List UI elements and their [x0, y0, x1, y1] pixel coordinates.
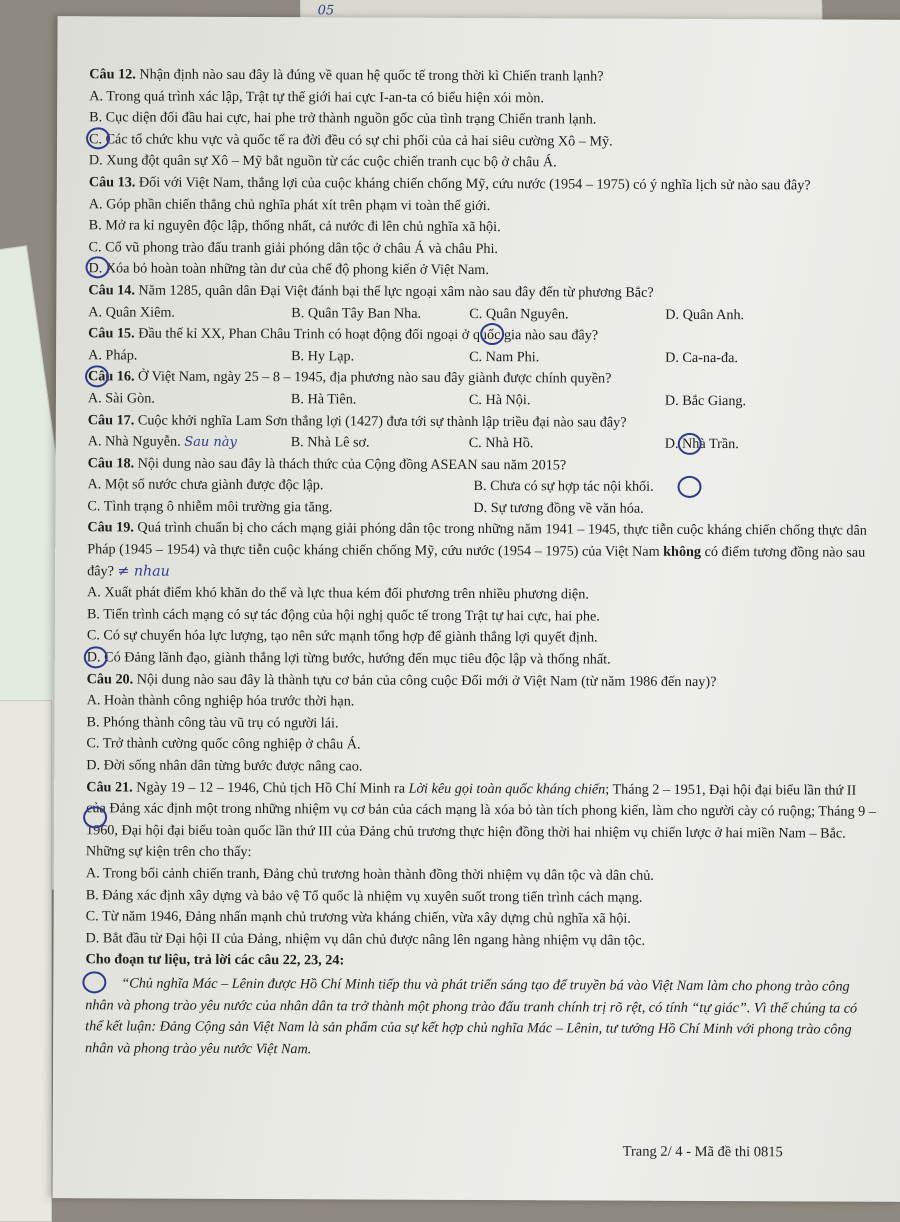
question-label: Câu 19.: [87, 519, 134, 536]
option-13d[interactable]: D. Xóa bỏ hoàn toàn những tàn dư của chế độ phong kiến ở Việt Nam.: [88, 260, 489, 279]
question-12: [89, 64, 879, 89]
question-text: Đầu thế kỉ XX, Phan Châu Trinh có hoạt động đối ngoại ở quốc gia nào sau đây?: [134, 325, 599, 344]
option-20c[interactable]: C. Trở thành cường quốc công nghiệp ở châu Á.: [86, 735, 361, 753]
option-text: A. Nhà Nguyễn.: [87, 433, 181, 450]
question-text: Đối với Việt Nam, thắng lợi của cuộc kháng chiến chống Mỹ, cứu nước (1954 – 1975) có ý nghĩa lịch sử nào sau đây?: [135, 174, 811, 194]
option-19b[interactable]: B. Tiến trình cách mạng có sự tác động của hội nghị quốc tế trong Trật tự hai cực, hai phe.: [86, 606, 600, 625]
option-17c[interactable]: C. Nhà Hồ.: [468, 435, 534, 452]
option-12a[interactable]: A. Trong quá trình xác lập, Trật tự thế giới hai cực I-an-ta có biểu hiện xói mòn.: [89, 87, 545, 106]
exam-page: [52, 3, 900, 1202]
option-18d[interactable]: D. Sự tương đồng về văn hóa.: [473, 499, 644, 517]
answer-circle-mark: [678, 433, 702, 455]
question-label: Câu 20.: [86, 670, 134, 688]
option-14b[interactable]: B. Quân Tây Ban Nha.: [291, 304, 422, 322]
question-text-end: có điểm tương đồng nào sau đây?: [87, 544, 866, 580]
option-14c[interactable]: C. Quân Nguyên.: [469, 305, 569, 322]
answer-circle-mark: [82, 971, 106, 993]
question-emphasis: không: [663, 543, 702, 561]
option-12d[interactable]: D. Xung đột quân sự Xô – Mỹ bắt nguồn từ các cuộc chiến tranh cục bộ ở châu Á.: [88, 152, 557, 171]
question-label: Câu 12.: [89, 66, 136, 83]
option-18a[interactable]: A. Một số nước chưa giành được độc lập.: [87, 476, 324, 494]
handwritten-note-q19: ≠ nhau: [117, 563, 170, 580]
handwritten-note-q17: Sau này: [184, 434, 237, 451]
question-text-cont: ; Tháng 2 – 1951, Đại hội đại biểu lần thứ II của Đảng xác định một trong những nhiệm vụ cơ bản của cách mạng là xóa bỏ tàn tích phong kiến, làm cho người cày có ruộng; Tháng 9 – 1960, Đại hội đại biểu toàn quốc lần thứ III của Đảng chủ trương thực hiện đồng thời hai nhiệm vụ chiến lược ở hai miền Nam – Bắc. Những sự kiện trên cho thấy:: [85, 781, 876, 861]
option-21b[interactable]: B. Đảng xác định xây dựng và bảo vệ Tổ quốc là nhiệm vụ xuyên suốt trong tiến trình cách mạng.: [85, 886, 643, 906]
option-18c[interactable]: C. Tình trạng ô nhiễm môi trường gia tăng.: [87, 498, 333, 516]
option-17a[interactable]: [88, 431, 291, 453]
option-15d[interactable]: D. Ca-na-đa.: [665, 349, 739, 366]
passage-quote: “Chủ nghĩa Mác – Lênin được Hồ Chí Minh tiếp thu và phát triển sáng tạo để truyền bá vào Việt Nam làm cho phong trào công nhân và phong trào yêu nước của nhân dân ta trở thành một phong trào đấu tranh chính trị rõ rệt, có tính “tự giác”. Vì thế chúng ta có thể kết luận: Đảng Cộng sản Việt Nam là sản phẩm của sự kết hợp chủ nghĩa Mác – Lênin, tư tưởng Hồ Chí Minh với phong trào công nhân và phong trào yêu nước Việt Nam.: [85, 975, 858, 1057]
option-16a[interactable]: A. Sài Gòn.: [87, 390, 155, 407]
option-16c[interactable]: C. Hà Nội.: [468, 391, 531, 409]
answer-circle-mark: [85, 365, 109, 387]
answer-circle-mark: [480, 323, 504, 345]
question-label: Câu 14.: [88, 282, 135, 299]
option-19a[interactable]: A. Xuất phát điểm khó khăn do thế và lực thua kém đối phương trên nhiều phương diện.: [87, 584, 589, 603]
options-16: [88, 388, 878, 413]
option-20b[interactable]: B. Phóng thành công tàu vũ trụ có người lái.: [86, 714, 339, 732]
passage-heading-text: Cho đoạn tư liệu, trả lời các câu 22, 23, 24:: [85, 951, 345, 969]
question-label: Câu 13.: [88, 174, 136, 191]
options-17: [88, 431, 878, 456]
option-19c[interactable]: C. Có sự chuyển hóa lực lượng, tạo nên sức mạnh tổng hợp để giành thắng lợi quyết định.: [86, 627, 598, 646]
option-16b[interactable]: B. Hà Tiên.: [290, 391, 357, 408]
option-13b[interactable]: B. Mở ra kỉ nguyên độc lập, thống nhất, cả nước đi lên chủ nghĩa xã hội.: [88, 217, 501, 236]
answer-circle-mark: [85, 256, 109, 278]
option-12c[interactable]: C. Các tổ chức khu vực và quốc tế ra đời đều có sự chi phối của cả hai siêu cường Xô – Mỹ.: [89, 131, 613, 150]
exam-content: [85, 64, 879, 1063]
option-13c[interactable]: C. Cổ vũ phong trào đấu tranh giải phóng dân tộc ở châu Á và châu Phi.: [88, 239, 499, 257]
background-paper-bottom-left: [0, 700, 52, 1222]
option-20a[interactable]: A. Hoàn thành công nghiệp hóa trước thời hạn.: [86, 692, 355, 710]
question-text: Ngày 19 – 12 – 1946, Chủ tịch Hồ Chí Minh ra: [132, 779, 409, 797]
question-italic: Lời kêu gọi toàn quốc kháng chiến: [408, 780, 606, 798]
passage-heading: [85, 950, 875, 975]
handwritten-top-mark: 05: [317, 3, 335, 19]
question-text: Năm 1285, quân dân Đại Việt đánh bại thế lực ngoại xâm nào sau đây đến từ phương Bắc?: [134, 282, 654, 301]
option-21d[interactable]: D. Bắt đầu từ Đại hội II của Đảng, nhiệm vụ dân chủ được nâng lên ngang hàng nhiệm vụ dân tộc.: [85, 930, 646, 949]
option-15c[interactable]: C. Nam Phi.: [469, 348, 540, 365]
question-label: Câu 21.: [86, 778, 133, 796]
answer-circle-mark: [677, 476, 701, 498]
question-13: [89, 172, 879, 197]
option-12b[interactable]: B. Cục diện đối đầu hai cực, hai phe trở thành nguồn gốc của tình trạng Chiến tranh lạnh.: [89, 109, 597, 128]
question-text: Cuộc khởi nghĩa Lam Sơn thắng lợi (1427) đưa tới sự thành lập triều đại nào sau đây?: [134, 411, 627, 431]
question-21: [86, 777, 876, 867]
question-label: Câu 16.: [87, 368, 135, 385]
option-14a[interactable]: A. Quân Xiêm.: [88, 303, 176, 321]
option-17d[interactable]: D. Nhà Trần.: [664, 435, 739, 453]
question-text: Nhận định nào sau đây là đúng về quan hệ quốc tế trong thời kì Chiến tranh lạnh?: [135, 66, 604, 85]
question-text: Ở Việt Nam, ngày 25 – 8 – 1945, địa phương nào sau đây giành được chính quyền?: [134, 368, 612, 387]
question-text: Nội dung nào sau đây là thành tựu cơ bản của công cuộc Đổi mới ở Việt Nam (từ năm 1986 đến nay)?: [133, 671, 717, 690]
answer-circle-mark: [84, 646, 108, 668]
option-18b[interactable]: B. Chưa có sự hợp tác nội khối.: [473, 478, 654, 496]
question-label: Câu 15.: [88, 325, 135, 342]
option-15b[interactable]: B. Hy Lạp.: [291, 347, 355, 365]
option-19d[interactable]: D. Có Đảng lãnh đạo, giành thắng lợi từng bước, hướng đến mục tiêu độc lập và thống nhất.: [86, 649, 611, 668]
option-13a[interactable]: A. Góp phần chiến thắng chủ nghĩa phát xít trên phạm vi toàn thế giới.: [88, 195, 491, 214]
option-16d[interactable]: D. Bắc Giang.: [664, 392, 747, 410]
option-20d[interactable]: D. Đời sống nhân dân từng bước được nâng cao.: [86, 757, 363, 775]
question-text: Nội dung nào sau đây là thách thức của Cộng đồng ASEAN sau năm 2015?: [134, 455, 567, 474]
option-21c[interactable]: C. Từ năm 1946, Đảng nhấn mạnh chủ trương vừa kháng chiến, vừa xây dựng chủ nghĩa xã hội.: [85, 908, 631, 927]
option-17b[interactable]: B. Nhà Lê sơ.: [290, 434, 370, 451]
question-label: Câu 18.: [87, 454, 135, 472]
answer-circle-mark: [83, 806, 107, 828]
option-15a[interactable]: A. Pháp.: [88, 347, 138, 364]
page-footer: Trang 2/ 4 - Mã đề thi 0815: [622, 1143, 783, 1161]
option-14d[interactable]: D. Quân Anh.: [665, 306, 745, 323]
option-21a[interactable]: A. Trong bối cảnh chiến tranh, Đảng chủ trương hoàn thành đồng thời nhiệm vụ dân tộc và dân chủ.: [85, 865, 654, 884]
question-label: Câu 17.: [87, 411, 135, 428]
answer-circle-mark: [86, 127, 110, 149]
question-text: Quá trình chuẩn bị cho cách mạng giải phóng dân tộc trong những năm 1941 – 1945, thực tiễn cuộc kháng chiến chống thực dân Pháp (1945 – 1954) và thực tiễn cuộc kháng chiến chống Mỹ, cứu nước (1954 – 1975) của Việt Nam: [87, 519, 867, 560]
question-19: [87, 518, 877, 586]
